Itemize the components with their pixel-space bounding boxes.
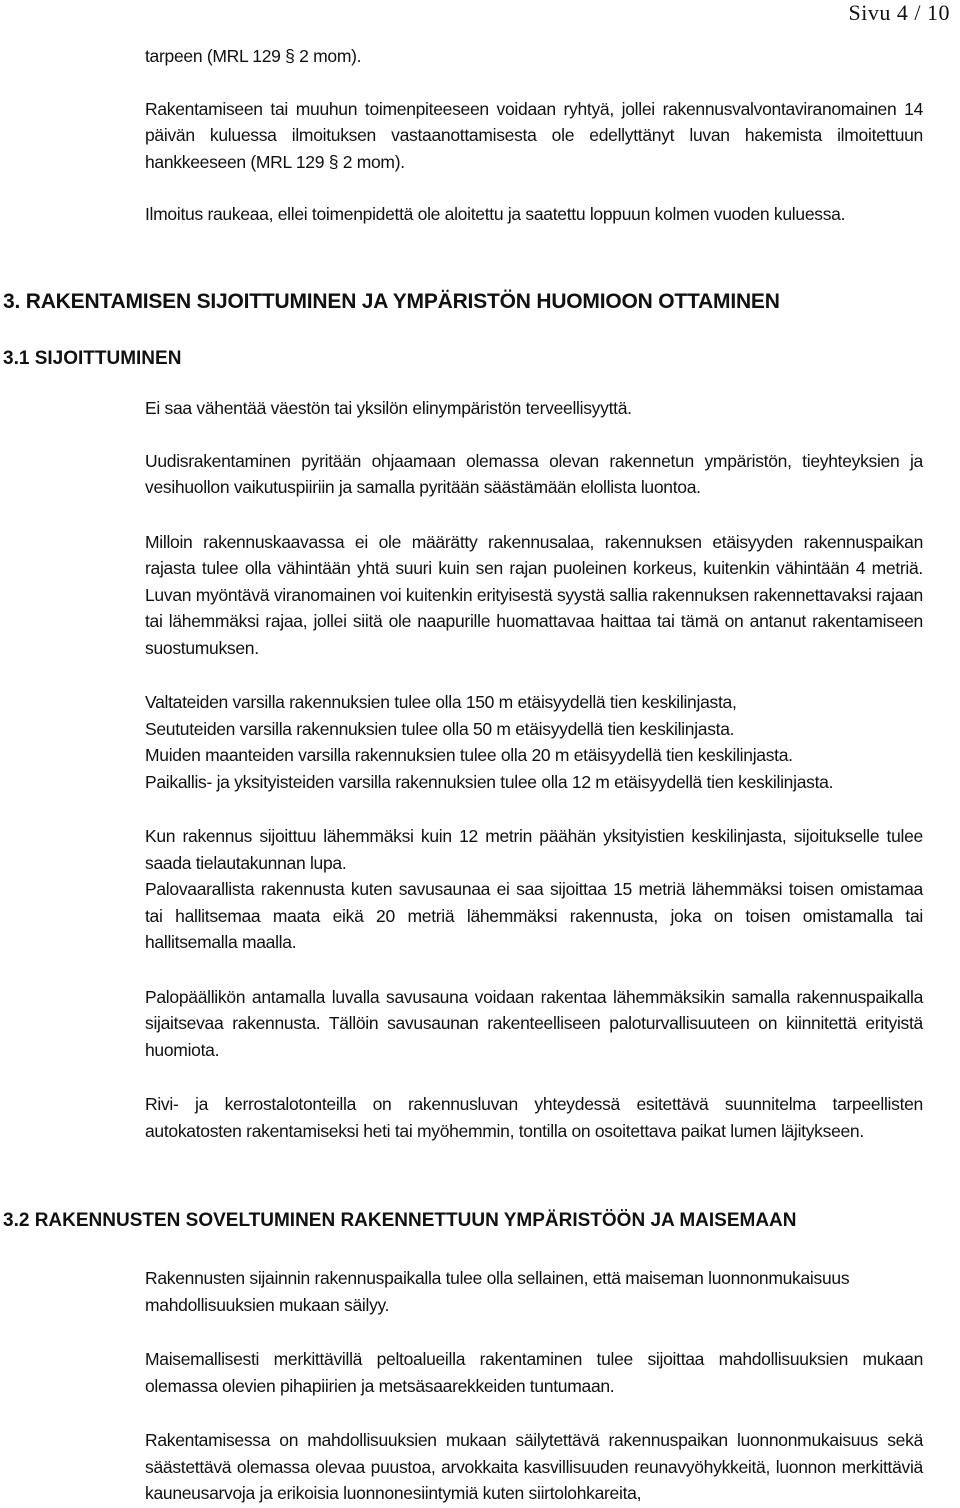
road-distance-item: Valtateiden varsilla rakennuksien tulee olla 150 m etäisyydellä tien keskilinjasta, <box>145 692 737 712</box>
road-distance-item: Seututeiden varsilla rakennuksien tulee olla 50 m etäisyydellä tien keskilinjasta. <box>145 718 735 739</box>
section-3-title: 3. RAKENTAMISEN SIJOITTUMINEN JA YMPÄRISTÖN HUOMIOON OTTAMINEN <box>3 290 780 313</box>
paragraph-fire-chief-permit: Palopäällikön antamalla luvalla savusauna voidaan rakentaa lähemmäksikin samalla rakennuspaikalla sijaitsevaa rakennusta. Tällöin savusaunan rakenteelliseen paloturvallisuuteen on kiinnitettä erityistä huomiota. <box>145 986 923 1060</box>
paragraph-fire-hazard: Palovaarallista rakennusta kuten savusaunaa ei saa sijoittaa 15 metriä lähemmäksi toisen omistamaa tai hallitsemaa maata eikä 20 metriä lähemmäksi rakennusta, joka on toisen omistamalla tai hallitsemalla maalla. <box>145 879 923 952</box>
road-distance-list <box>145 689 923 795</box>
paragraph-private-road: Kun rakennus sijoittuu lähemmäksi kuin 12 metrin päähän yksityistien keskilinjasta, sijoitukselle tulee saada tielautakunnan lupa. <box>145 826 923 873</box>
paragraph-mrl-reference: tarpeen (MRL 129 § 2 mom). <box>145 46 362 66</box>
section-3-1-body <box>145 395 923 1144</box>
paragraph-health: Ei saa vähentää väestön tai yksilön elinympäristön terveellisyyttä. <box>145 398 632 418</box>
section-3-2-title: 3.2 RAKENNUSTEN SOVELTUMINEN RAKENNETTUUN YMPÄRISTÖÖN JA MAISEMAAN <box>3 1210 797 1231</box>
paragraph-preserve-nature: Rakentamisessa on mahdollisuuksien mukaan säilytettävä rakennuspaikan luonnonmukaisuus sekä säästettävä olemassa olevaa puustoa, arvokkaita kasvillisuuden reunavyöhykkeitä, luonnon merkittäviä kauneusarvoja ja erikoisia luonnonesiintymiä kuten siirtolohkareita, <box>145 1430 923 1503</box>
paragraph-notification-rule: Rakentamiseen tai muuhun toimenpiteeseen voidaan ryhtyä, jollei rakennusvalvontaviranomainen 14 päivän kuluessa ilmoituksen vastaanottamisesta ole edellyttänyt luvan hakemista ilmoitettuun hankkeeseen (MRL 129 § 2 mom). <box>145 98 923 172</box>
paragraph-field-areas: Maisemallisesti merkittävillä peltoalueilla rakentaminen tulee sijoittaa mahdollisuuksien mukaan olemassa olevien pihapiirien ja metsäsaarekkeiden tuntumaan. <box>145 1349 923 1396</box>
section-intro <box>145 43 923 228</box>
road-distance-item: Paikallis- ja yksityisteiden varsilla rakennuksien tulee olla 12 m etäisyydellä tien keskilinjasta. <box>145 771 834 792</box>
section-3-2-body <box>145 1265 923 1507</box>
paragraph-landscape-naturalness: Rakennusten sijainnin rakennuspaikalla tulee olla sellainen, että maiseman luonnonmukaisuus mahdollisuuksien mukaan säilyy. <box>145 1268 850 1315</box>
paragraph-notification-expiry: Ilmoitus raukeaa, ellei toimenpidettä ole aloitettu ja saatettu loppuun kolmen vuoden kuluessa. <box>145 204 846 224</box>
road-distance-item: Muiden maanteiden varsilla rakennuksien tulee olla 20 m etäisyydellä tien keskilinjasta. <box>145 745 793 765</box>
paragraph-carports: Rivi- ja kerrostalotonteilla on rakennusluvan yhteydessä esitettävä suunnitelma tarpeellisten autokatosten rakentamiseksi heti tai myöhemmin, tontilla on osoitettava paikat lumen läjitykseen. <box>145 1094 923 1141</box>
page-number: Sivu 4 / 10 <box>848 0 950 25</box>
section-3-1-title: 3.1 SIJOITTUMINEN <box>3 348 182 369</box>
paragraph-new-construction: Uudisrakentaminen pyritään ohjaamaan olemassa olevan rakennetun ympäristön, tieyhteyksien ja vesihuollon vaikutuspiiriin ja samalla pyritään säästämään elollista luontoa. <box>145 450 923 497</box>
paragraph-building-distance: Milloin rakennuskaavassa ei ole määrätty rakennusalaa, rakennuksen etäisyyden rakennuspaikan rajasta tulee olla vähintään yhtä suuri kuin sen rajan puoleinen korkeus, kuitenkin vähintään 4 metriä. Luvan myöntävä viranomainen voi kuitenkin erityisestä syystä sallia rakennuksen rakennettavaksi rajaan tai lähemmäksi rajaa, jollei siitä ole naapurille huomattavaa haittaa tai tämä on antanut rakentamiseen suostumuksen. <box>145 531 923 658</box>
